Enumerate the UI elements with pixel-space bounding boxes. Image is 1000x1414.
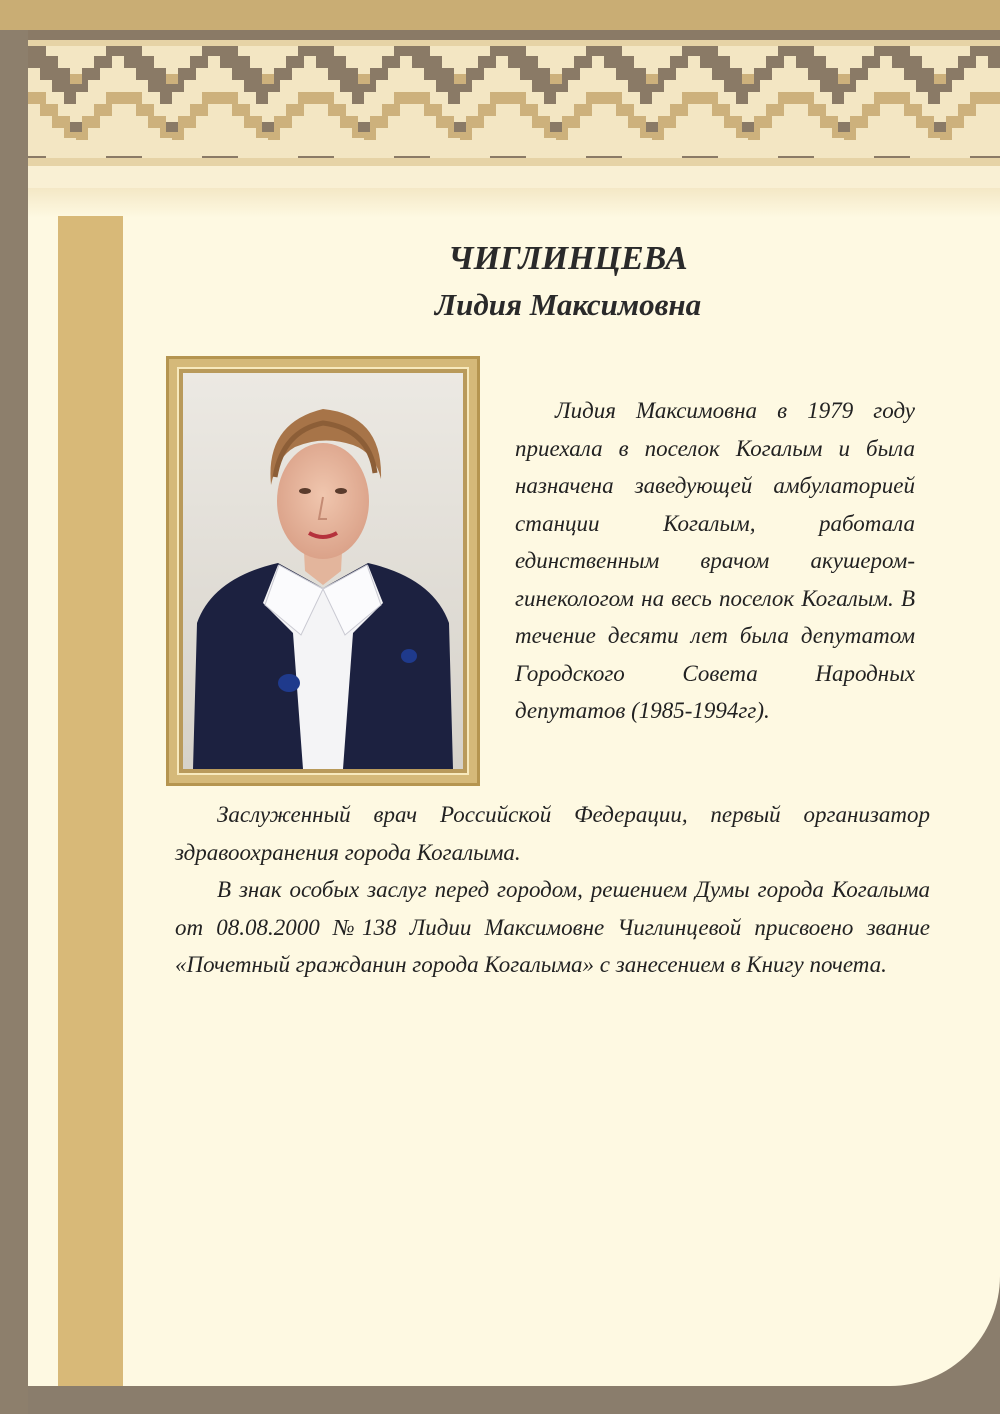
biography-paragraph-merit: Заслуженный врач Российской Федерации, первый организатор здравоохранения города Когалыма. (175, 802, 930, 865)
ornament-pattern-icon (28, 30, 1000, 188)
ornament-shadow (28, 188, 1000, 218)
left-frame-edge (0, 30, 28, 1414)
ornament-band (28, 30, 1000, 188)
person-given-names: Лидия Максимовна (434, 287, 702, 322)
page-sheet (28, 30, 1000, 1386)
portrait-photo-icon (183, 373, 463, 769)
top-decor-strip (0, 0, 1000, 30)
biography-paragraph-honorary-title: В знак особых заслуг перед городом, решением Думы города Когалыма от 08.08.2000 №138 Лидии Максимовне Чиглинцевой присвоено звание «Почетный гражданин города Когалыма» с занесением в Книгу почета. (175, 877, 930, 977)
person-surname: ЧИГЛИНЦЕВА (448, 240, 688, 277)
portrait-frame (166, 356, 480, 786)
biography-main-text (175, 796, 930, 984)
vertical-gold-stripe (58, 216, 123, 1386)
biography-side-paragraph: Лидия Максимовна в 1979 году приехала в поселок Когалым и была назначена заведующей амбулаторией станции Когалым, работала единственным врачом акушером-гинекологом на весь поселок Когалым. В течение десяти лет была депутатом Городского Совета Народных депутатов (1985-1994гг). (515, 398, 915, 723)
